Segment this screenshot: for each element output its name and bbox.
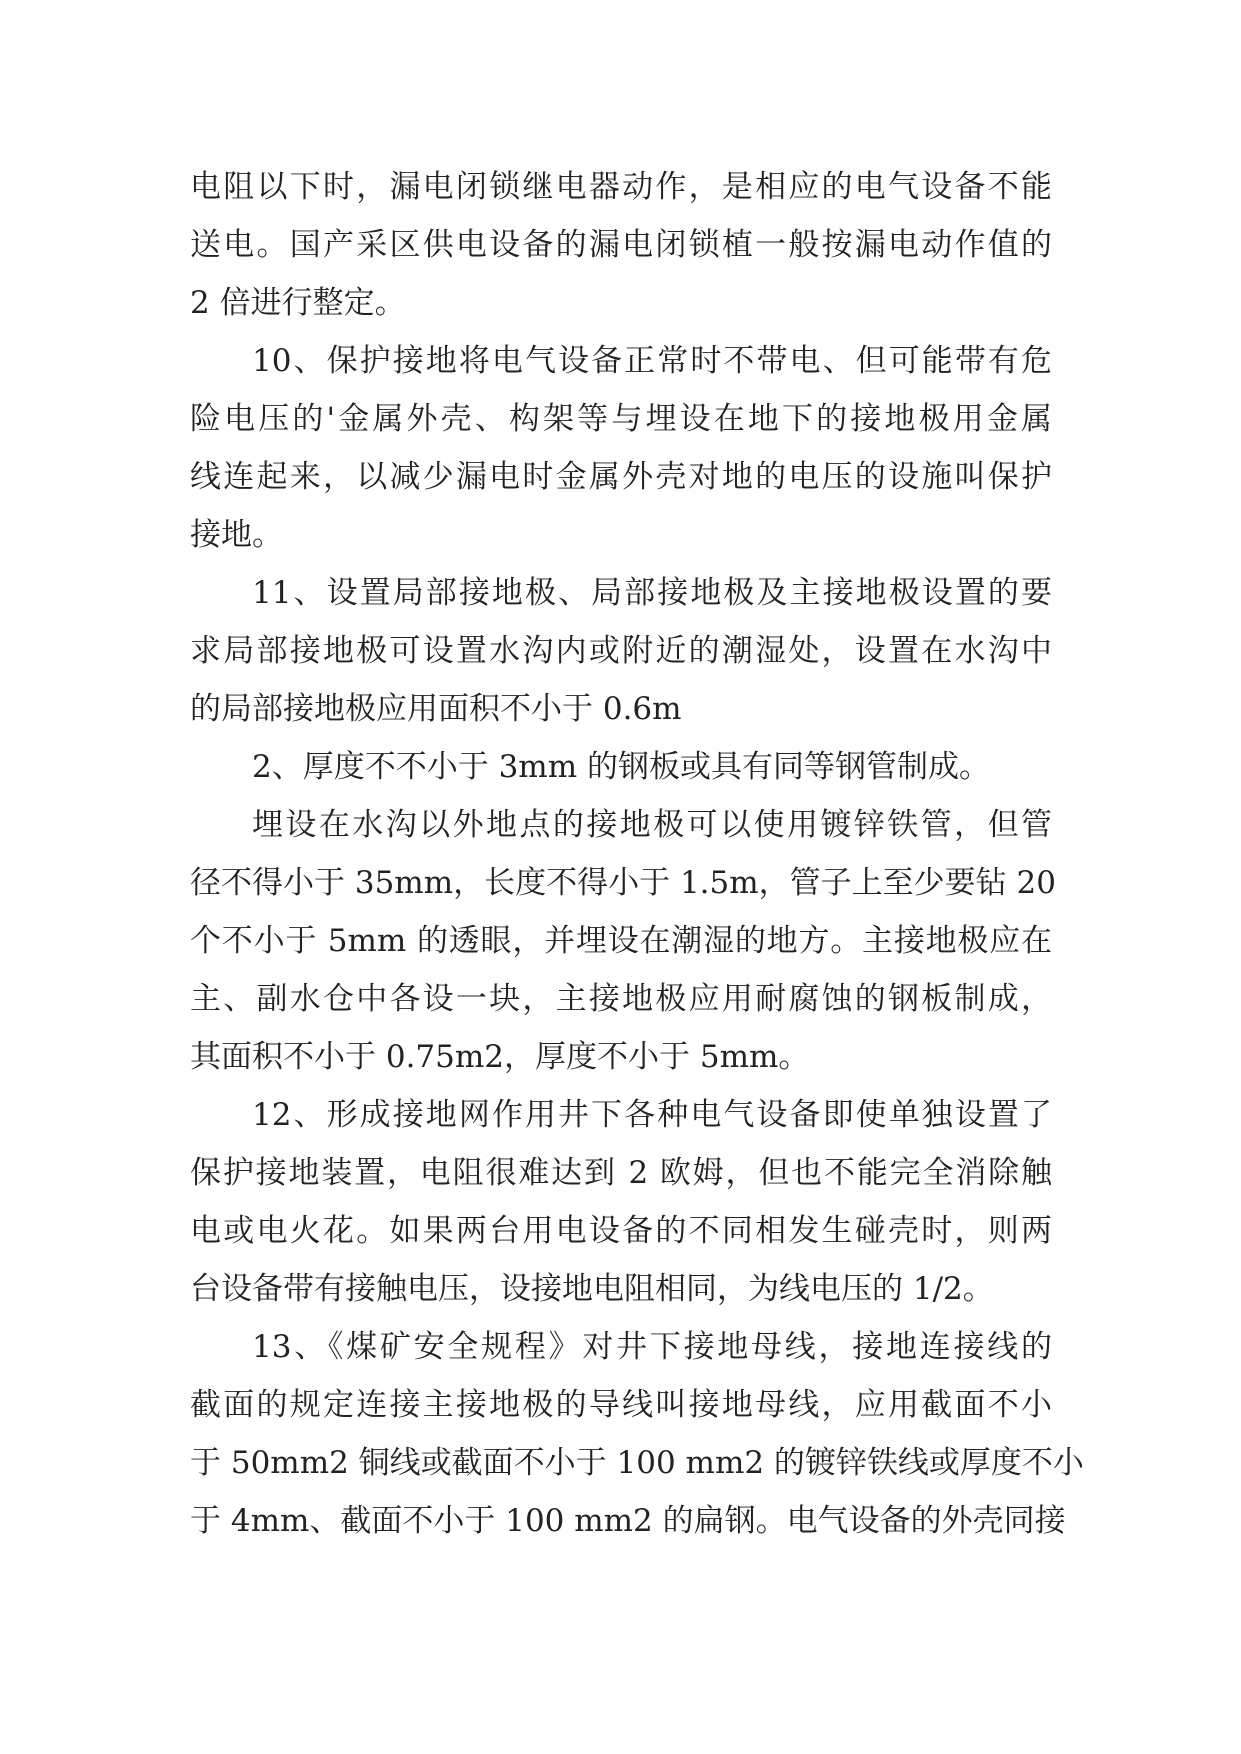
- text-line: 台设备带有接触电压，设接地电阻相同，为线电压的 1/2。: [190, 1271, 994, 1307]
- text-line: 保护接地装置，电阻很难达到 2 欧姆，但也不能完全消除触: [190, 1155, 1052, 1191]
- text-line: 电或电火花。如果两台用电设备的不同相发生碰壳时，则两: [190, 1213, 1052, 1249]
- paragraph-11-start: 11、设置局部接地极、局部接地极及主接地极设置的要: [252, 575, 1052, 611]
- text-line: 于 4mm、截面不小于 100 mm2 的扁钢。电气设备的外壳同接: [190, 1503, 1066, 1539]
- paragraph-12-start: 12、形成接地网作用井下各种电气设备即使单独设置了: [252, 1097, 1052, 1133]
- text-line: 接地。: [190, 517, 283, 553]
- paragraph-buried-electrode-start: 埋设在水沟以外地点的接地极可以使用镀锌铁管，但管: [252, 807, 1052, 843]
- text-line: 2 倍进行整定。: [190, 285, 406, 321]
- text-line: 线连起来，以减少漏电时金属外壳对地的电压的设施叫保护: [190, 459, 1052, 495]
- text-line: 电阻以下时，漏电闭锁继电器动作，是相应的电气设备不能: [190, 169, 1052, 205]
- text-line: 险电压的'金属外壳、构架等与埋设在地下的接地极用金属: [190, 401, 1052, 437]
- text-line: 于 50mm2 铜线或截面不小于 100 mm2 的镀锌铁线或厚度不小: [190, 1445, 1084, 1481]
- text-line: 截面的规定连接主接地极的导线叫接地母线，应用截面不小: [190, 1387, 1052, 1423]
- paragraph-10-start: 10、保护接地将电气设备正常时不带电、但可能带有危: [252, 343, 1052, 379]
- text-line: 送电。国产采区供电设备的漏电闭锁植一般按漏电动作值的: [190, 227, 1052, 263]
- text-line: 的局部接地极应用面积不小于 0.6m: [190, 691, 682, 727]
- text-line: 其面积不小于 0.75m2，厚度不小于 5mm。: [190, 1039, 810, 1075]
- text-line: 个不小于 5mm 的透眼，并埋设在潮湿的地方。主接地极应在: [190, 923, 1052, 959]
- paragraph-13-start: 13、《煤矿安全规程》对井下接地母线，接地连接线的: [252, 1329, 1052, 1365]
- paragraph-thickness: 2、厚度不不小于 3mm 的钢板或具有同等钢管制成。: [252, 749, 990, 785]
- text-line: 求局部接地极可设置水沟内或附近的潮湿处，设置在水沟中: [190, 633, 1052, 669]
- document-body: [190, 158, 1084, 1550]
- text-line: 主、副水仓中各设一块，主接地极应用耐腐蚀的钢板制成，: [190, 981, 1052, 1017]
- text-line: 径不得小于 35mm，长度不得小于 1.5m，管子上至少要钻 20: [190, 865, 1056, 901]
